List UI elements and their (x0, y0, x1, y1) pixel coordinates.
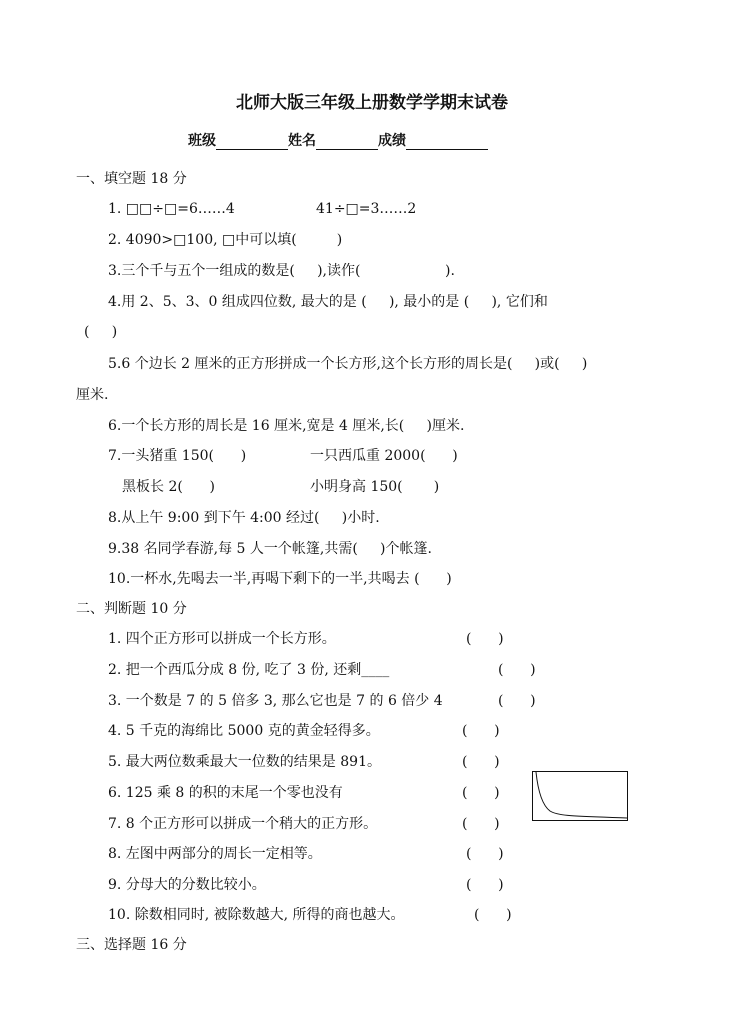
tf-item-text: 5. 最大两位数乘最大一位数的结果是 891。 (108, 754, 381, 770)
tf-item-text: 2. 把一个西瓜分成 8 份, 吃了 3 份, 还剩____ (108, 662, 390, 678)
tf-item-text: 7. 8 个正方形可以拼成一个稍大的正方形。 (108, 816, 378, 832)
question-1b: 41÷□=3……2 (316, 201, 417, 217)
page-title: 北师大版三年级上册数学学期末试卷 (236, 93, 508, 113)
tf-item-answer: ( ) (462, 816, 500, 832)
section-heading-multiple-choice: 三、选择题 16 分 (76, 937, 187, 953)
tf-item-answer: ( ) (466, 846, 504, 862)
name-label: 姓名 (288, 133, 316, 149)
tf-item-answer: ( ) (466, 631, 504, 647)
tf-item-text: 4. 5 千克的海绵比 5000 克的黄金轻得多。 (108, 723, 380, 739)
tf-item-text: 3. 一个数是 7 的 5 倍多 3, 那么它也是 7 的 6 倍少 4 (108, 693, 443, 709)
section-heading-fill-in: 一、填空题 18 分 (76, 171, 187, 187)
question-6: 6.一个长方形的周长是 16 厘米,宽是 4 厘米,长( )厘米. (108, 418, 465, 434)
tf-item-answer: ( ) (462, 754, 500, 770)
question-9: 9.38 名同学春游,每 5 人一个帐篷,共需( )个帐篷. (108, 541, 432, 557)
question-5-line2: 厘米. (76, 387, 109, 403)
name-blank (316, 135, 378, 150)
question-5-line1: 5.6 个边长 2 厘米的正方形拼成一个长方形,这个长方形的周长是( )或( ) (108, 356, 588, 372)
tf-item-answer: ( ) (474, 907, 512, 923)
question-4-line1: 4.用 2、5、3、0 组成四位数, 最大的是 ( ), 最小的是 ( ), 它们和 (108, 294, 548, 310)
figure-dividing-curve (536, 772, 627, 818)
question-7c: 黑板长 2( ) (122, 479, 215, 495)
tf-item-answer: ( ) (462, 723, 500, 739)
tf-item-answer: ( ) (462, 785, 500, 801)
question-4-line2: ( ) (84, 324, 118, 340)
score-blank (406, 135, 488, 150)
question-7b: 一只西瓜重 2000( ) (310, 448, 458, 464)
question-7a: 7.一头猪重 150( ) (108, 448, 247, 464)
perimeter-figure (532, 771, 628, 821)
question-8: 8.从上午 9:00 到下午 4:00 经过( )小时. (108, 510, 380, 526)
question-7d: 小明身高 150( ) (310, 479, 440, 495)
figure-rectangle (533, 772, 628, 821)
question-3: 3.三个千与五个一组成的数是( ),读作( ). (108, 263, 455, 279)
tf-item-answer: ( ) (466, 877, 504, 893)
tf-item-text: 8. 左图中两部分的周长一定相等。 (108, 846, 322, 862)
question-10: 10.一杯水,先喝去一半,再喝下剩下的一半,共喝去 ( ) (108, 571, 452, 587)
tf-item-answer: ( ) (498, 693, 536, 709)
tf-item-text: 1. 四个正方形可以拼成一个长方形。 (108, 631, 336, 647)
tf-item-answer: ( ) (498, 662, 536, 678)
tf-item-text: 10. 除数相同时, 被除数越大, 所得的商也越大。 (108, 907, 405, 923)
tf-item-text: 6. 125 乘 8 的积的末尾一个零也没有 (108, 785, 343, 801)
student-info-line (188, 130, 488, 150)
class-blank (216, 135, 288, 150)
question-1a: 1. □□÷□=6……4 (108, 201, 235, 217)
class-label: 班级 (188, 133, 216, 149)
question-2: 2. 4090>□100, □中可以填( ) (108, 232, 343, 248)
score-label: 成绩 (378, 133, 406, 149)
tf-item-text: 9. 分母大的分数比较小。 (108, 877, 266, 893)
section-heading-true-false: 二、判断题 10 分 (76, 601, 187, 617)
